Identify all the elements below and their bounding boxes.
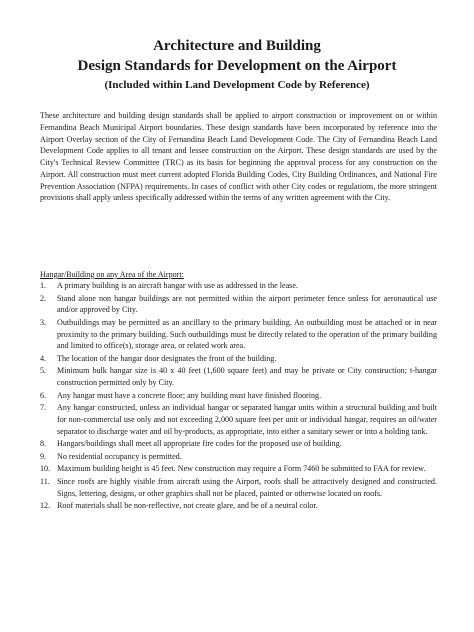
list-item xyxy=(40,500,437,512)
list-item-text: Any hangar constructed, unless an individual hangar or separated hangar units within a structural building and built for non-commercial use only and not exceeding 2,000 square feet per unit or individual hangar, requires an oil/water separator to discharge water and oil by-products, as appropriate, into either a sanitary sewer or into a holding tank. xyxy=(57,403,437,436)
list-item-text: Roof materials shall be non-reflective, not create glare, and be of a neutral color. xyxy=(57,501,318,511)
list-item-number: 12. xyxy=(40,501,51,511)
document-title: Architecture and Building xyxy=(153,38,321,54)
title-block xyxy=(40,36,434,93)
list-item-number: 11. xyxy=(40,476,50,486)
list-item-text: Since roofs are highly visible from aircraft using the Airport, roofs shall be attractively designed and constructed. Signs, lettering, designs, or other graphics shall not be placed, painted or otherwise located on roofs. xyxy=(57,476,437,498)
list-item xyxy=(40,280,437,292)
list-item-number: 9. xyxy=(40,451,47,461)
list-item xyxy=(40,463,437,475)
list-item xyxy=(40,390,437,402)
list-item xyxy=(40,438,437,450)
document-title-line-2: Design Standards for Development on the Airport xyxy=(77,58,397,74)
list-item-number: 6. xyxy=(40,390,47,400)
list-item xyxy=(40,476,437,500)
list-item-text: Any hangar must have a concrete floor; any building must have finished flooring. xyxy=(57,390,322,400)
list-item-text: Outbuildings may be permitted as an ancillary to the primary building. An outbuilding must be attached or in near proximity to the primary building. Such outbuildings must be directly related to the operation of the primary building and limited to office(s), storage area, or related work area. xyxy=(57,317,437,351)
list-item-number: 3. xyxy=(40,317,47,327)
section-heading: Hangar/Building on any Area of the Airport: xyxy=(40,270,184,279)
list-item-number: 4. xyxy=(40,353,47,363)
list-item-number: 2. xyxy=(40,293,47,303)
list-item-text: A primary building is an aircraft hangar with use as addressed in the lease. xyxy=(57,281,298,290)
document-subtitle: (Included within Land Development Code by Reference) xyxy=(104,79,370,91)
list-item-text: Maximum building height is 45 feet. New construction may require a Form 7460 be submitted to FAA for review. xyxy=(57,464,426,474)
list-item xyxy=(40,293,437,317)
list-item-number: 8. xyxy=(40,439,47,449)
list-item-number: 5. xyxy=(40,366,47,376)
list-item xyxy=(40,365,437,389)
list-item xyxy=(40,317,437,352)
list-item-text: Stand alone non hangar buildings are not permitted within the airport perimeter fence unless for aeronautical use and/or approved by City. xyxy=(57,293,437,315)
list-item-text: The location of the hangar door designates the front of the building. xyxy=(57,353,277,363)
intro-paragraph: These architecture and building design standards shall be applied to airport construction or improvement on or within Fernandina Beach Municipal Airport boundaries. These design standards have been incorporated by reference into the Airport Overlay section of the City of Fernandina Beach Land Development Code. The City of Fernandina Beach Land Development Code applies to all tenant and lessee construction on the Airport. These design standards are used by the City's Technical Review Committee (TRC) as its basis for beginning the approval process for any construction on the Airport. All construction must meet current adopted Florida Building Codes, City Building Ordinances, and National Fire Prevention Association (NFPA) requirements. In cases of conflict with other City codes or regulations, the more stringent provisions shall apply unless specifically addressed within the terms of any written agreement with the City. xyxy=(40,111,437,203)
list-item-text: Hangars/buildings shall meet all appropriate fire codes for the proposed use of building. xyxy=(57,439,342,449)
list-item-text: Minimum bulk hangar size is 40 x 40 feet (1,600 square feet) and may be private or City construction; t-hangar construction permitted only by City. xyxy=(57,366,437,388)
list-item-number: 7. xyxy=(40,403,47,413)
list-item xyxy=(40,451,437,463)
list-item-text: No residential occupancy is permitted. xyxy=(57,451,182,461)
list-item-number: 10. xyxy=(40,464,51,474)
rules-list xyxy=(40,280,437,513)
list-item xyxy=(40,402,437,437)
list-item xyxy=(40,353,437,365)
list-item-number: 1. xyxy=(40,281,47,290)
